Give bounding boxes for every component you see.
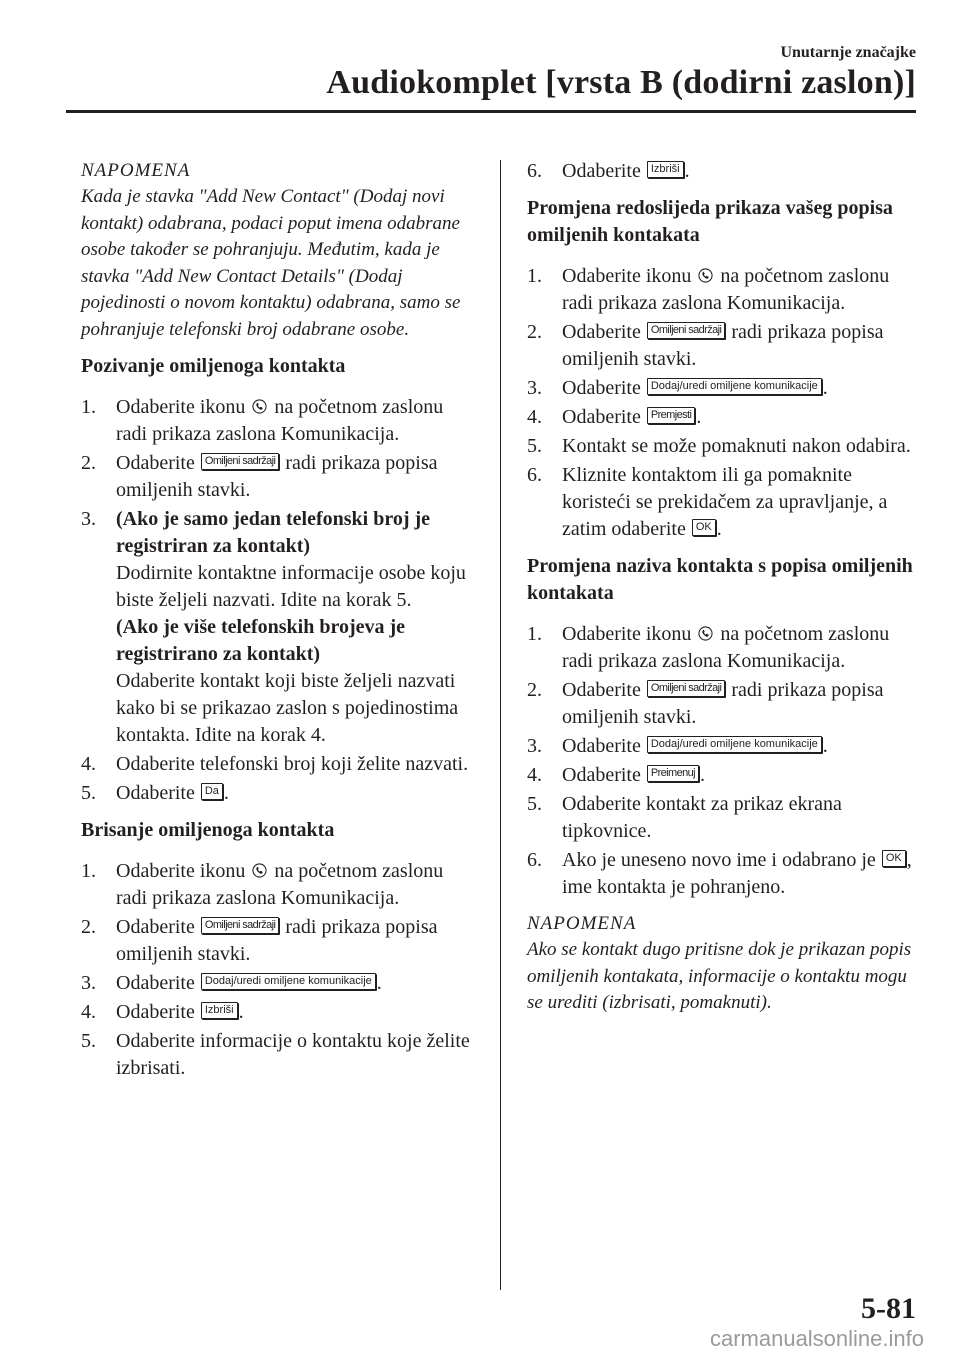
- step-number: 1.: [527, 265, 542, 287]
- step-text: Odaberite: [562, 160, 641, 182]
- call-step-4: [81, 751, 473, 778]
- step-text: Odaberite ikonu: [116, 860, 246, 882]
- step-number: 1.: [81, 396, 96, 418]
- rename-step-5: [527, 791, 919, 845]
- step-text: Odaberite: [116, 782, 195, 804]
- step-text: , ime kontakta je pohranjeno.: [562, 849, 912, 898]
- step-text: na početnom zaslonu radi prikaza zaslona Komunikacija.: [562, 265, 890, 314]
- yes-button[interactable]: Da: [201, 783, 223, 800]
- rename-step-1: [527, 621, 919, 675]
- step-text: Odaberite ikonu: [562, 265, 692, 287]
- section-heading-call: Pozivanje omiljenoga kontakta: [81, 355, 346, 377]
- step-text: .: [822, 735, 828, 757]
- step-number: 3.: [81, 972, 96, 994]
- column-divider: [500, 160, 501, 1290]
- move-button[interactable]: Premjesti: [647, 407, 695, 424]
- rename-step-4: [527, 762, 919, 789]
- step-number: 6.: [527, 160, 542, 182]
- step-text: Odaberite informacije o kontaktu koje želite izbrisati.: [116, 1030, 470, 1079]
- step-number: 4.: [527, 764, 542, 786]
- delete-step-2: [81, 914, 473, 968]
- step-text: Odaberite kontakt za prikaz ekrana tipkovnice.: [562, 793, 842, 842]
- step-text: Ako je uneseno novo ime i odabrano je: [562, 849, 876, 871]
- step-text: Odaberite: [116, 972, 195, 994]
- step-text: .: [223, 782, 229, 804]
- step-number: 3.: [81, 508, 96, 530]
- step-text: .: [376, 972, 382, 994]
- call-step-2: [81, 450, 473, 504]
- step-text: Odaberite: [562, 679, 641, 701]
- delete-steps: [81, 858, 473, 1082]
- edit-favorites-button[interactable]: Dodaj/uredi omiljene komunikacije: [201, 973, 376, 990]
- step-number: 6.: [527, 464, 542, 486]
- reorder-step-1: [527, 263, 919, 317]
- step-text: Dodirnite kontaktne informacije osobe koju biste željeli nazvati. Idite na korak 5.: [116, 562, 466, 611]
- step-text: Odaberite ikonu: [562, 623, 692, 645]
- section-heading-reorder: Promjena redoslijeda prikaza vašeg popisa omiljenih kontakata: [527, 197, 893, 246]
- note-text: Ako se kontakt dugo pritisne dok je prikazan popis omiljenih kontakata, informacije o kontaktu mogu se urediti (izbrisati, pomaknuti).: [527, 939, 912, 1013]
- step-number: 5.: [81, 782, 96, 804]
- step-text: na početnom zaslonu radi prikaza zaslona Komunikacija.: [562, 623, 890, 672]
- delete-step-1: [81, 858, 473, 912]
- step-text: Odaberite ikonu: [116, 396, 246, 418]
- delete-step-5: [81, 1028, 473, 1082]
- step-text: .: [684, 160, 690, 182]
- reorder-step-4: [527, 404, 919, 431]
- step-number: 2.: [81, 916, 96, 938]
- favorites-button[interactable]: Omiljeni sadržaji: [201, 917, 280, 934]
- step-text: Odaberite: [562, 764, 641, 786]
- page-number: 5-81: [861, 1292, 916, 1325]
- watermark: carmanualsonline.info: [709, 1326, 924, 1351]
- header-rule: [66, 110, 916, 113]
- right-column: [527, 158, 919, 1027]
- reorder-step-5: [527, 433, 919, 460]
- step-text: Odaberite telefonski broj koji želite nazvati.: [116, 753, 469, 775]
- edit-favorites-button[interactable]: Dodaj/uredi omiljene komunikacije: [647, 736, 822, 753]
- step-text: .: [822, 377, 828, 399]
- step-number: 3.: [527, 735, 542, 757]
- phone-icon: [252, 399, 267, 414]
- delete-step-4: [81, 999, 473, 1026]
- step-condition: (Ako je samo jedan telefonski broj je registriran za kontakt): [116, 508, 431, 557]
- rename-step-2: [527, 677, 919, 731]
- note-text: Kada je stavka "Add New Contact" (Dodaj novi kontakt) odabrana, podaci poput imena odabrane osobe također se pohranjuju. Međutim, kada je stavka "Add New Contact Details" (Dodaj pojedinosti o novom kontaktu) odabrana, samo se pohranjuje telefonski broj odabrane osobe.: [81, 186, 461, 340]
- step-text: radi prikaza popisa omiljenih stavki.: [562, 321, 884, 370]
- step-number: 6.: [527, 849, 542, 871]
- section-heading-delete: Brisanje omiljenoga kontakta: [81, 819, 335, 841]
- step-number: 1.: [81, 860, 96, 882]
- step-condition: (Ako je više telefonskih brojeva je registrirano za kontakt): [116, 616, 406, 665]
- step-number: 1.: [527, 623, 542, 645]
- step-text: .: [716, 518, 722, 540]
- delete-step-3: [81, 970, 473, 997]
- rename-steps: [527, 621, 919, 901]
- step-number: 2.: [81, 452, 96, 474]
- call-step-3: [81, 506, 473, 749]
- reorder-step-3: [527, 375, 919, 402]
- call-steps: [81, 394, 473, 807]
- rename-button[interactable]: Preimenuj: [647, 765, 699, 782]
- phone-icon: [698, 268, 713, 283]
- step-number: 4.: [81, 1001, 96, 1023]
- step-number: 4.: [527, 406, 542, 428]
- edit-favorites-button[interactable]: Dodaj/uredi omiljene komunikacije: [647, 378, 822, 395]
- rename-step-6: [527, 847, 919, 901]
- reorder-steps: [527, 263, 919, 543]
- header-section: Unutarnje značajke: [780, 44, 916, 61]
- step-text: radi prikaza popisa omiljenih stavki.: [116, 452, 438, 501]
- page-title: Audiokomplet [vrsta B (dodirni zaslon)]: [326, 64, 916, 101]
- step-text: Odaberite: [116, 916, 195, 938]
- rename-step-3: [527, 733, 919, 760]
- step-text: Odaberite: [562, 377, 641, 399]
- step-number: 2.: [527, 679, 542, 701]
- step-number: 3.: [527, 377, 542, 399]
- step-text: Odaberite: [562, 735, 641, 757]
- section-heading-rename: Promjena naziva kontakta s popisa omiljenih kontakata: [527, 555, 913, 604]
- step-text: Odaberite kontakt koji biste željeli nazvati kako bi se prikazao zaslon s pojedinostima kontakta. Idite na korak 4.: [116, 670, 459, 746]
- delete-steps-continued: [527, 158, 919, 185]
- step-text: Odaberite: [116, 1001, 195, 1023]
- phone-icon: [698, 626, 713, 641]
- step-text: na početnom zaslonu radi prikaza zaslona Komunikacija.: [116, 860, 444, 909]
- reorder-step-6: [527, 462, 919, 543]
- step-text: radi prikaza popisa omiljenih stavki.: [116, 916, 438, 965]
- step-number: 2.: [527, 321, 542, 343]
- favorites-button[interactable]: Omiljeni sadržaji: [201, 453, 280, 470]
- ok-button[interactable]: OK: [882, 850, 906, 867]
- step-text: .: [238, 1001, 244, 1023]
- reorder-step-2: [527, 319, 919, 373]
- delete-button[interactable]: Izbriši: [201, 1002, 238, 1019]
- step-text: .: [699, 764, 705, 786]
- step-text: Odaberite: [116, 452, 195, 474]
- favorites-button[interactable]: Omiljeni sadržaji: [647, 680, 726, 697]
- call-step-5: [81, 780, 473, 807]
- step-text: na početnom zaslonu radi prikaza zaslona Komunikacija.: [116, 396, 444, 445]
- step-text: Odaberite: [562, 406, 641, 428]
- ok-button[interactable]: OK: [692, 519, 716, 536]
- left-column: [81, 158, 473, 1092]
- step-number: 4.: [81, 753, 96, 775]
- step-text: Odaberite: [562, 321, 641, 343]
- delete-button[interactable]: Izbriši: [647, 161, 684, 178]
- step-text: .: [696, 406, 702, 428]
- phone-icon: [252, 863, 267, 878]
- call-step-1: [81, 394, 473, 448]
- step-number: 5.: [81, 1030, 96, 1052]
- favorites-button[interactable]: Omiljeni sadržaji: [647, 322, 726, 339]
- step-text: radi prikaza popisa omiljenih stavki.: [562, 679, 884, 728]
- step-text: Kontakt se može pomaknuti nakon odabira.: [562, 435, 911, 457]
- delete-step-6: [527, 158, 919, 185]
- note-title: NAPOMENA: [81, 160, 191, 181]
- step-number: 5.: [527, 793, 542, 815]
- step-text: Kliznite kontaktom ili ga pomaknite koristeći se prekidačem za upravljanje, a zatim odaberite: [562, 464, 888, 540]
- step-number: 5.: [527, 435, 542, 457]
- note-title: NAPOMENA: [527, 913, 637, 934]
